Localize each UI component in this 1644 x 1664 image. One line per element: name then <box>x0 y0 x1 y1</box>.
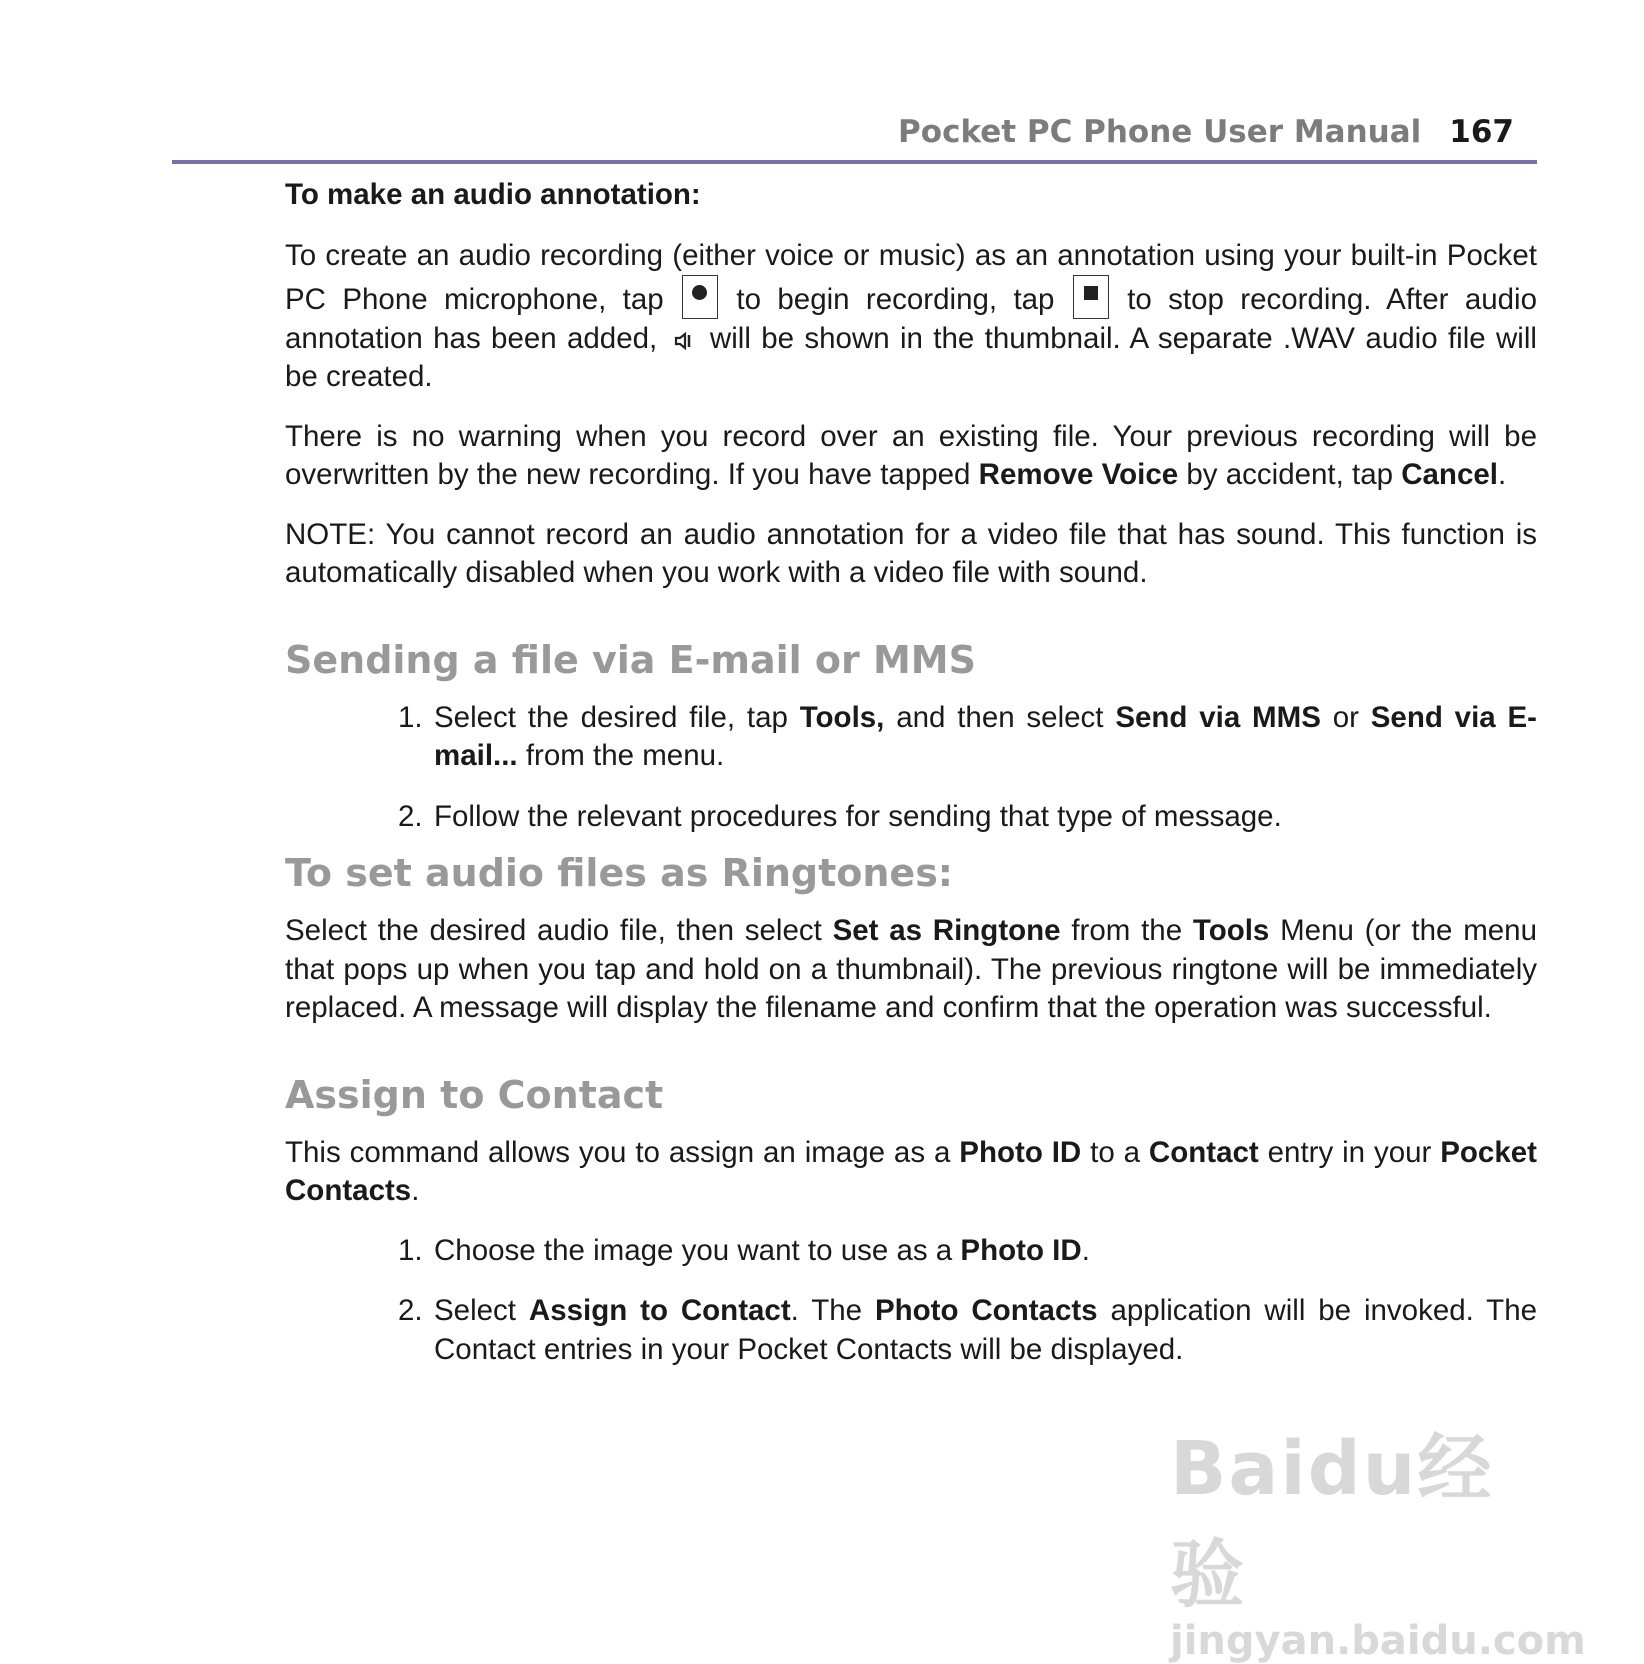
speaker-icon <box>672 329 696 353</box>
list-item: 2. Follow the relevant procedures for sending that type of message. <box>398 799 1282 833</box>
watermark-url: jingyan.baidu.com <box>1170 1618 1586 1664</box>
page-header <box>172 110 1537 164</box>
ringtones-heading: To set audio files as Ringtones: <box>285 851 954 895</box>
watermark-logo-text: Baidu经验 <box>1170 1426 1494 1618</box>
page-content <box>285 172 1537 1391</box>
sending-heading: Sending a file via E-mail or MMS <box>285 637 976 682</box>
assign-steps <box>398 1232 1537 1370</box>
baidu-watermark <box>1170 1410 1586 1664</box>
page-number: 167 <box>1449 114 1514 150</box>
list-item: 1. Select the desired file, tap Tools, and then select Send via MMS or Send via E-mail... from the menu. <box>398 700 1537 772</box>
header-text <box>898 114 1514 150</box>
audio-paragraph-1: To create an audio recording (either voice or music) as an annotation using your built-in Pocket PC Phone microphone, tap to begin recording, tap to stop recording. After audio annotation has been added, will be shown in the thumbnail. A separate .WAV audio file will be created. <box>285 238 1537 393</box>
assign-paragraph: This command allows you to assign an image as a Photo ID to a Contact entry in your Pocket Contacts. <box>285 1135 1537 1207</box>
list-item: 2. Select Assign to Contact. The Photo Contacts application will be invoked. The Contact entries in your Pocket Contacts will be displayed. <box>398 1294 1538 1366</box>
assign-heading: Assign to Contact <box>285 1072 664 1117</box>
audio-paragraph-2: There is no warning when you record over an existing file. Your previous recording will be overwritten by the new recording. If you have tapped Remove Voice by accident, tap Cancel. <box>285 419 1537 491</box>
ringtones-paragraph: Select the desired audio file, then select Set as Ringtone from the Tools Menu (or the menu that pops up when you tap and hold on a thumbnail). The previous ringtone will be immediately replaced. A message will display the filename and confirm that the operation was successful. <box>285 914 1537 1024</box>
stop-button-icon <box>1073 275 1109 319</box>
list-item: 1. Choose the image you want to use as a Photo ID. <box>398 1233 1090 1267</box>
manual-title: Pocket PC Phone User Manual <box>898 114 1422 150</box>
sending-steps <box>398 699 1537 837</box>
audio-annotation-subheading: To make an audio annotation: <box>285 178 701 211</box>
audio-note: NOTE: You cannot record an audio annotation for a video file that has sound. This function is automatically disabled when you work with a video file with sound. <box>285 517 1537 589</box>
record-button-icon <box>682 275 718 319</box>
